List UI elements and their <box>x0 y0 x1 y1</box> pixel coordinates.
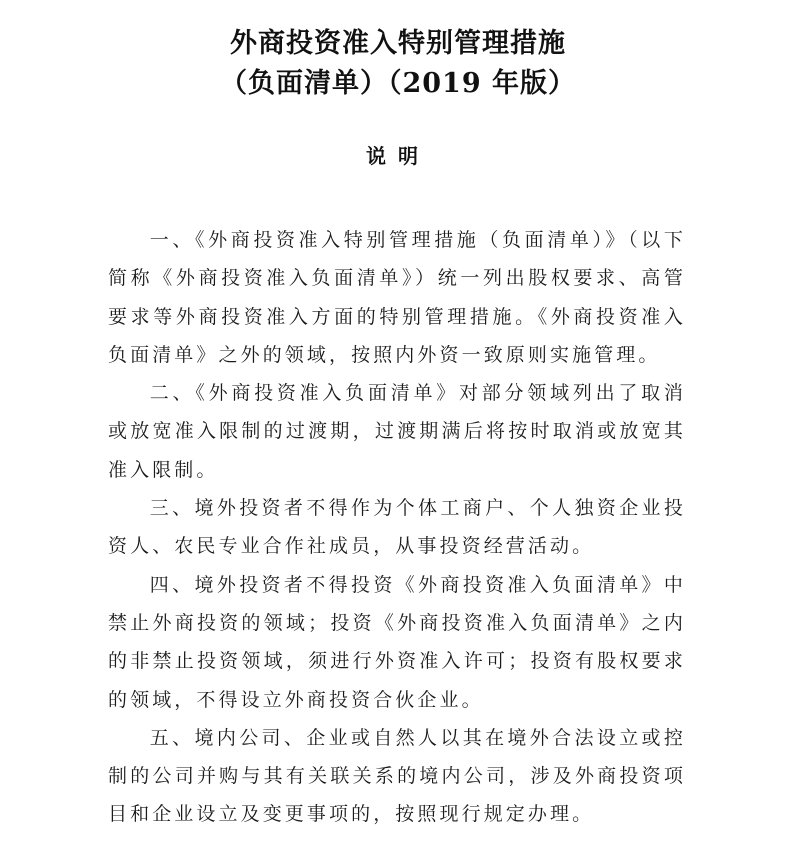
paragraph-1: 一、《外商投资准入特别管理措施（负面清单）》（以下简称《外商投资准入负面清单》）统一列出股权要求、高管要求等外商投资准入方面的特别管理措施。《外商投资准入负面清单》之外的领域，按照内外资一致原则实施管理。 <box>108 229 686 366</box>
document-title-line2: （负面清单）（2019 年版） <box>219 68 577 99</box>
paragraph-2: 二、《外商投资准入负面清单》对部分领域列出了取消或放宽准入限制的过渡期，过渡期满后将按时取消或放宽其准入限制。 <box>108 382 686 481</box>
document-body <box>108 221 686 834</box>
section-heading: 说明 <box>366 144 430 168</box>
paragraph-3: 三、境外投资者不得作为个体工商户、个人独资企业投资人、农民专业合作社成员，从事投资经营活动。 <box>108 497 686 558</box>
document-title-line1: 外商投资准入特别管理措施 <box>230 28 566 59</box>
paragraph-5: 五、境内公司、企业或自然人以其在境外合法设立或控制的公司并购与其有关联关系的境内公司，涉及外商投资项目和企业设立及变更事项的，按照现行规定办理。 <box>108 726 686 826</box>
paragraph-4: 四、境外投资者不得投资《外商投资准入负面清单》中禁止外商投资的领域；投资《外商投资准入负面清单》之内的非禁止投资领域，须进行外资准入许可；投资有股权要求的领域，不得设立外商投资合伙企业。 <box>108 573 686 711</box>
